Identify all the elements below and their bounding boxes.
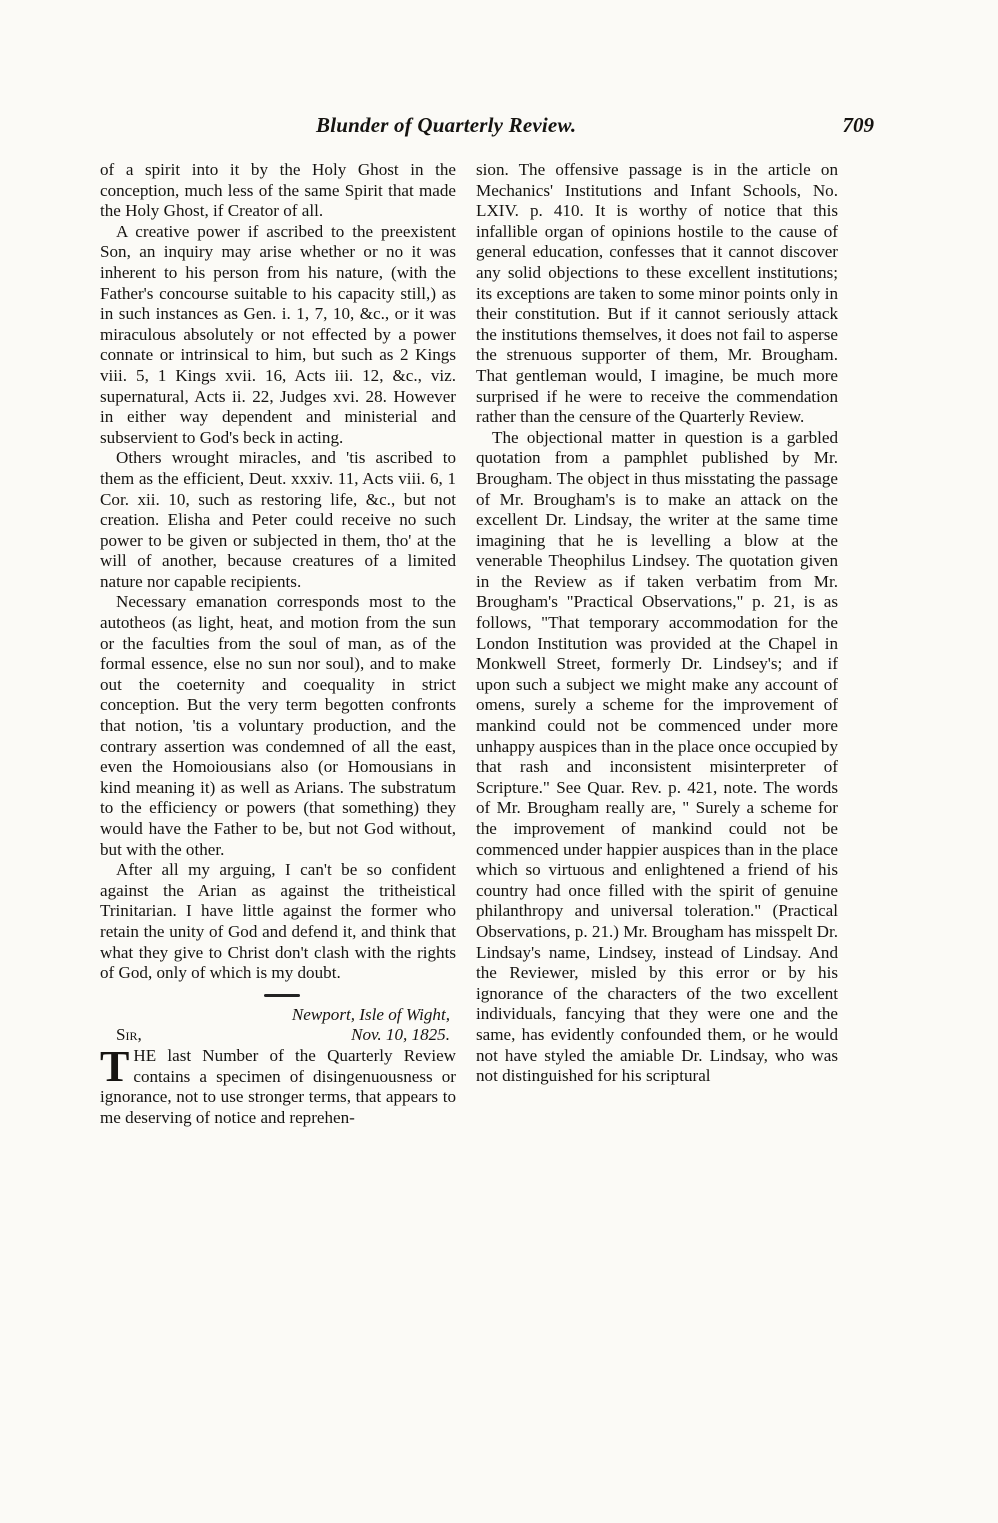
paragraph: A creative power if ascribed to the preexistent Son, an inquiry may arise whether or no it was inherent to his person from his nature, (with the Father's concourse suitable to his capacity still,) as in such instances as Gen. i. 1, 7, 10, &c., or it was miraculous absolutely or not effected by a power connate or intrinsical to him, but such as 2 Kings viii. 5, 1 Kings xvii. 16, Acts iii. 12, &c., viz. supernatural, Acts ii. 22, Judges xvi. 28. However in either way dependent and ministerial and subservient to God's beck in acting. xyxy=(100,221,456,447)
page-number: 709 xyxy=(842,113,874,137)
dateline-place: Newport, Isle of Wight, xyxy=(291,1004,450,1024)
section-divider xyxy=(264,994,300,997)
salutation: Sir, xyxy=(116,1025,142,1045)
paragraph: Necessary emanation corresponds most to the autotheos (as light, heat, and motion from the sun or the faculties from the soul of man, as of the formal essence, else no sun nor soul), and to make out the coeternity and coequality in strict conception. But the very term begotten confronts that notion, 'tis a voluntary production, and the contrary assertion was condemned of all the east, even the Homoiousians also (or Homousians in kind meaning it) as well as Arians. The substratum to the efficiency or powers (that something) they would have the Father to be, but not God without, but with the other. xyxy=(100,592,456,859)
drop-cap: T xyxy=(100,1041,130,1091)
paragraph: of a spirit into it by the Holy Ghost in the conception, much less of the same Spirit that made the Holy Ghost, if Creator of all. xyxy=(100,160,456,221)
letter-opening-text: HE last Number of the Quarterly Review contains a specimen of disingenuousness or ignorance, not to use stronger terms, that appears to me deserving of notice and reprehen- xyxy=(100,1045,456,1127)
dateline-date-row xyxy=(100,1025,456,1046)
paragraph: Others wrought miracles, and 'tis ascribed to them as the efficient, Deut. xxxiv. 11, Acts viii. 6, 1 Cor. xii. 10, such as restoring life, &c., but not creation. Elisha and Peter could receive no such power to be given or subjected in them, tho' at the will of another, because creatures of a limited nature nor capable recipients. xyxy=(100,448,456,591)
paragraph: The objectional matter in question is a garbled quotation from a pamphlet published by Mr. Brougham. The object in thus misstating the passage of Mr. Brougham's is to make an attack on the excellent Dr. Lindsay, the writer at the same time imagining that he is levelling a blow at the venerable Theophilus Lindsey. The quotation given in the Review as if taken verbatim from Mr. Brougham's "Practical Observations," p. 21, is as follows, "That temporary accommodation for the London Institution was provided at the Chapel in Monkwell Street, formerly Dr. Lindsey's; and if upon such a subject we might make any account of omens, surely a scheme for the improvement of mankind could not be commenced under more unhappy auspices than in the place once occupied by that rash and inconsistent misinterpreter of Scripture." See Quar. Rev. p. 421, note. The words of Mr. Brougham really are, " Surely a scheme for the improvement of mankind could not be commenced under happier auspices than in the place which so virtuous and enlightened a friend of his country had once filled with the spirit of genuine philanthropy and universal toleration." (Practical Observations, p. 21.) Mr. Brougham has misspelt Dr. Lindsay's name, Lindsey, instead of Lindsay. And the Reviewer, misled by this error or by his ignorance of the characters of the two excellent individuals, fancying that they were one and the same, has evidently confounded them, or he would not have styled the amiable Dr. Lindsay, who was not distinguished for his scriptural xyxy=(476,427,838,1086)
dateline-date: Nov. 10, 1825. xyxy=(351,1025,450,1045)
paragraph: After all my arguing, I can't be so confident against the Arian as against the tritheistical Trinitarian. I have little against the former who retain the unity of God and defend it, and think that what they give to Christ don't clash with the rights of God, only of which is my doubt. xyxy=(100,860,456,983)
right-column xyxy=(476,160,838,1087)
running-title: Blunder of Quarterly Review. xyxy=(316,113,577,137)
left-column xyxy=(100,160,456,1128)
letter-opening-paragraph xyxy=(100,1041,456,1128)
paragraph: sion. The offensive passage is in the article on Mechanics' Institutions and Infant Schools, No. LXIV. p. 410. It is worthy of notice that this infallible organ of opinions hostile to the cause of general education, confesses that it cannot discover any solid objections to these excellent institutions; its exceptions are taken to some minor points only in their constitution. But if it cannot seriously attack the institutions themselves, it does not fail to asperse the strenuous supporter of them, Mr. Brougham. That gentleman would, I imagine, be much more surprised if he were to receive the commendation rather than the censure of the Quarterly Review. xyxy=(476,160,838,427)
running-header xyxy=(100,113,874,143)
